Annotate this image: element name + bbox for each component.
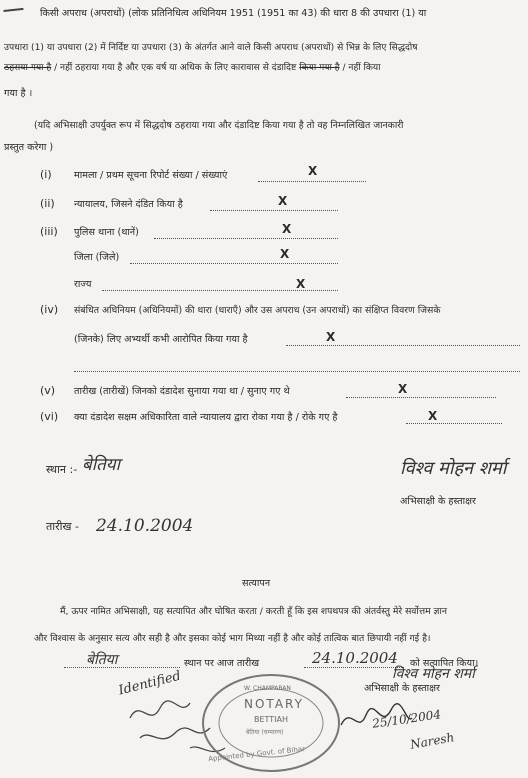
verification-date-handwritten: 24.10.2004 (312, 649, 398, 667)
item-iii-state-mark: X (296, 277, 306, 291)
notary-date-handwritten: 25/10/2004 (371, 707, 442, 731)
item-iv-blank-1 (286, 345, 520, 346)
intro-line-1: किसी अपराध (अपराधों) (लोक प्रतिनिधित्व अधिनियम 1951 (1951 का 43) की धारा 8 की उपधारा (1) या (40, 8, 427, 19)
verification-line-1: मैं, ऊपर नामित अभिसाक्षी, यह सत्यापित और घोषित करता / करती हूँ कि इस शपथपत्र की अंतर्वस्तु मेरे सर्वोत्तम ज्ञान (60, 606, 447, 617)
verification-place-label: स्थान पर आज तारीख (184, 658, 260, 669)
item-v-mark: X (398, 382, 408, 396)
date-label: तारीख - (46, 520, 79, 533)
place-label: स्थान :- (46, 463, 78, 476)
verification-place-blank (64, 667, 180, 668)
struck-text-sentenced: किया गया है (299, 63, 340, 73)
item-i-blank (258, 181, 366, 182)
item-iv-line-2: (जिनके) लिए अभ्यर्थी कभी आरोपित किया गया है (74, 334, 248, 345)
item-vi-number: (vi) (40, 410, 59, 423)
item-ii-number: (ii) (40, 197, 55, 210)
item-iii-district-mark: X (280, 247, 290, 261)
intro-line-3-end: / नहीं किया (342, 63, 381, 73)
verification-signature: विश्व मोहन शर्मा (392, 666, 475, 682)
date-handwritten: 24.10.2004 (96, 516, 194, 536)
intro-line-3-middle: / नहीं ठहराया गया है और एक वर्ष या अधिक के लिए कारावास से दंडादिष्ट (54, 63, 297, 73)
condition-line-2: प्रस्तुत करेगा ) (4, 142, 54, 153)
item-iii-police-blank (154, 238, 338, 239)
notary-seal-bottom: Appointed by Govt. of Bihar (207, 744, 306, 764)
item-i-label: मामला / प्रथम सूचना रिपोर्ट संख्या / संख्याएं (74, 170, 228, 181)
top-left-mark (2, 0, 23, 12)
item-ii-label: न्यायालय, जिसने दंडित किया है (74, 199, 183, 210)
item-iii-number: (iii) (40, 225, 58, 238)
condition-line-1: (यदि अभिसाक्षी उपर्युक्त रूप में सिद्धदोष ठहराया गया और दंडादिष्ट किया गया है तो वह निम्नलिखित जानकारी (34, 120, 404, 131)
intro-line-2: उपधारा (1) या उपधारा (2) में निर्दिष्ट या उपधारा (3) के अंतर्गत आने वाले किसी अपराध (अपराधों) से भिन्न के लिए सिद्धदोष (4, 43, 418, 53)
item-i-mark: X (308, 164, 318, 178)
item-vi-blank (406, 423, 502, 424)
notary-seal-top: W. CHAMPARAN (244, 685, 291, 692)
item-iii-police-label: पुलिस थाना (थानें) (74, 227, 139, 238)
item-iii-district-blank (130, 263, 338, 264)
verification-line-2: और विश्वास के अनुसार सत्य और सही है और इसका कोई भाग मिथ्या नहीं है और कोई तात्विक बात छिपायी नहीं गई है। (34, 633, 431, 644)
item-iii-district-label: जिला (जिले) (74, 252, 120, 263)
intro-line-4: गया है । (4, 88, 33, 99)
notary-name-handwritten: Naresh (409, 730, 456, 752)
verification-suffix: को सत्यापित किया। (410, 658, 479, 669)
item-iii-state-label: राज्य (74, 279, 92, 290)
item-v-blank (346, 397, 496, 398)
item-i-number: (i) (40, 168, 52, 181)
item-iv-mark: X (326, 330, 336, 344)
notary-seal-middle: NOTARY (244, 697, 304, 711)
item-iv-blank-2 (74, 371, 520, 372)
deponent-signature: विश्व मोहन शर्मा (400, 458, 507, 479)
notary-seal-place-hindi: बेतिया (चम्पारण) (246, 729, 284, 736)
verification-signature-label: अभिसाक्षी के हस्ताक्षर (364, 683, 440, 694)
item-v-label: तारीख (तारीखें) जिनको दंडादेश सुनाया गया था / सुनाए गए थे (74, 386, 290, 397)
item-vi-mark: X (428, 409, 438, 423)
intro-line-3 (4, 60, 381, 73)
place-handwritten: बेतिया (82, 455, 121, 475)
struck-text-convicted: ठहराया गया है (4, 63, 52, 73)
item-ii-mark: X (278, 194, 288, 208)
item-vi-label: क्या दंडादेश सक्षम अधिकारिता वाले न्यायालय द्वारा रोका गया है / रोके गए है (74, 412, 338, 423)
item-iii-police-mark: X (282, 222, 292, 236)
item-iv-number: (iv) (40, 303, 59, 316)
verification-place-handwritten: बेतिया (86, 652, 118, 668)
notary-seal-place: BETTIAH (254, 715, 289, 724)
item-ii-blank (210, 210, 338, 211)
item-iv-line-1: संबंधित अधिनियम (अधिनियमों) की धारा (धाराएँ) और उस अपराध (उन अपराधों) का संक्षिप्त विवरण जिसके (74, 305, 441, 316)
deponent-signature-label: अभिसाक्षी के हस्ताक्षर (400, 496, 476, 507)
verification-heading: सत्यापन (242, 578, 271, 589)
identified-note: Identified (117, 668, 183, 699)
item-v-number: (v) (40, 384, 56, 397)
